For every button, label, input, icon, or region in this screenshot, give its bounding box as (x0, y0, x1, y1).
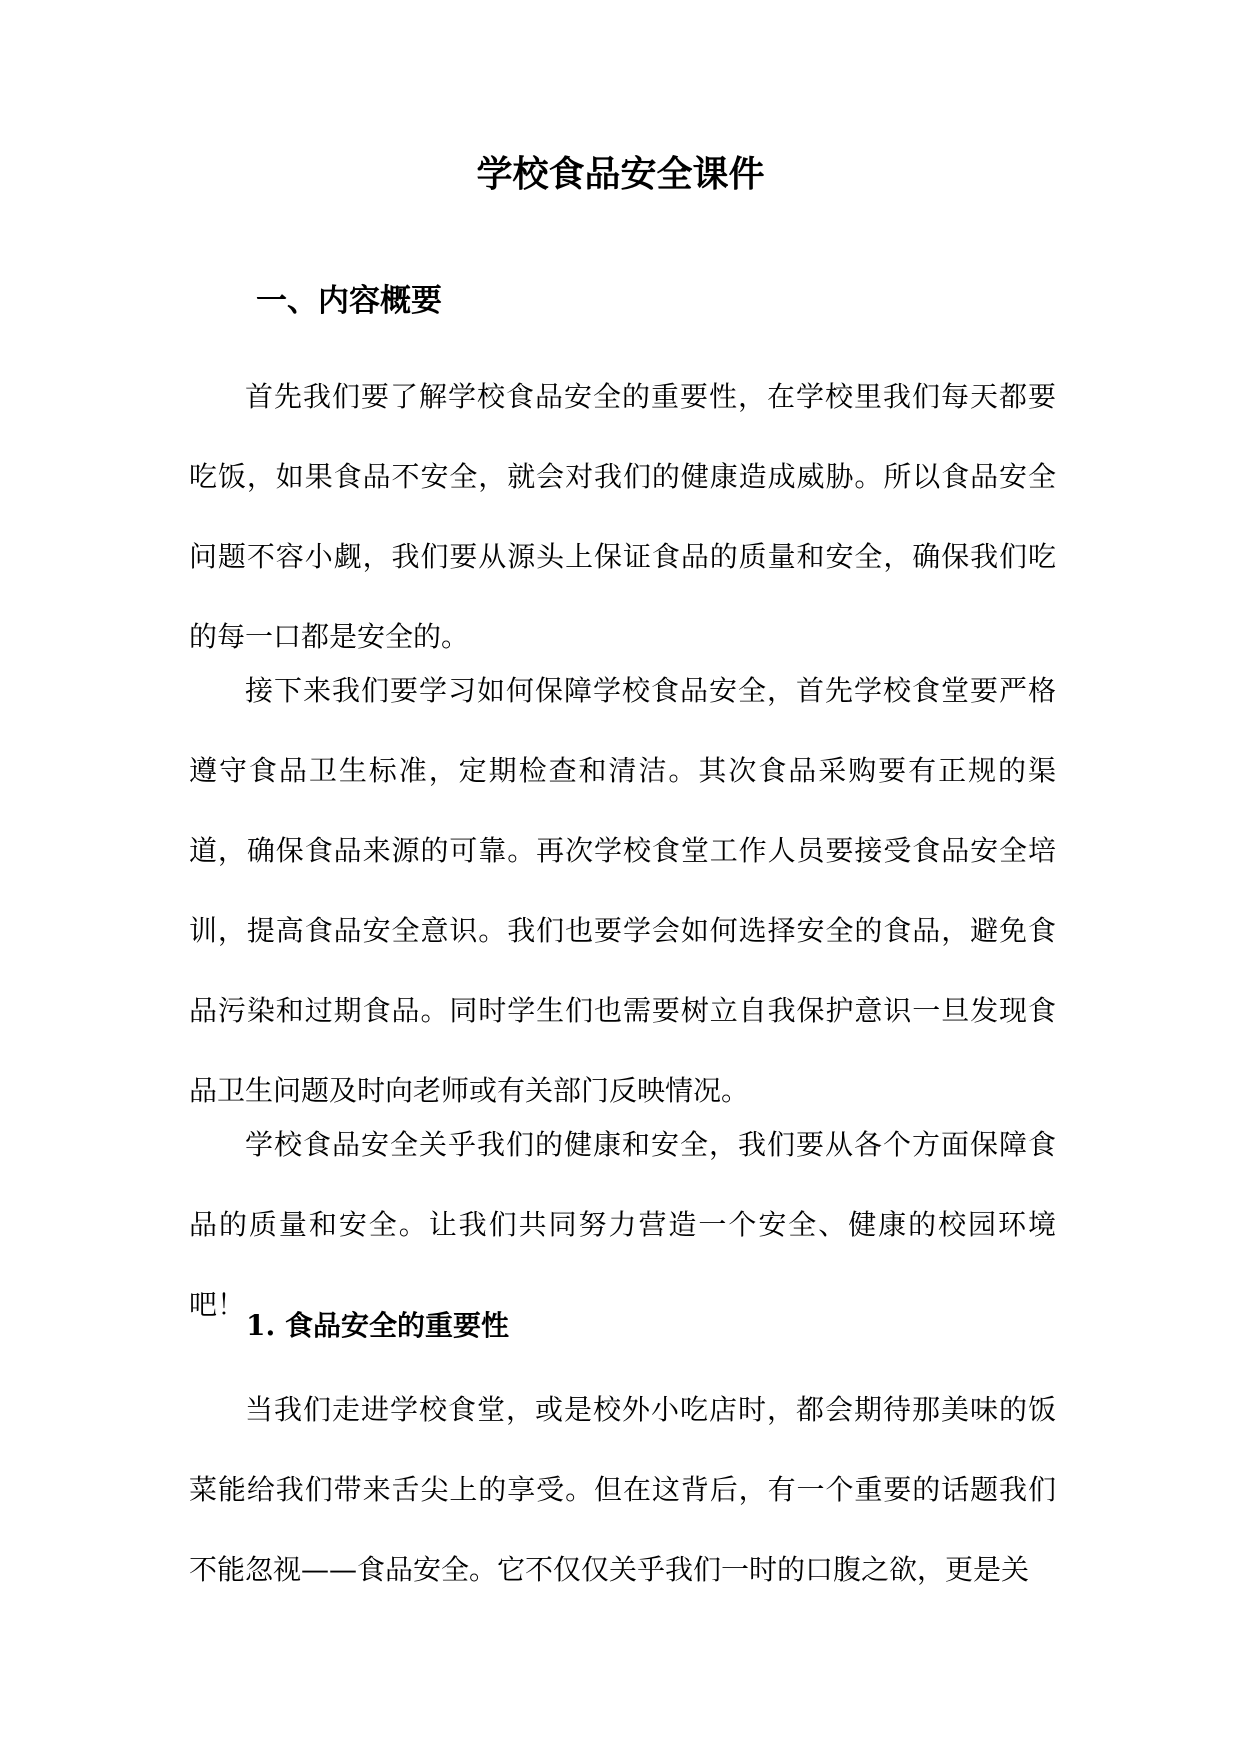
importance-paragraph-1: 当我们走进学校食堂，或是校外小吃店时，都会期待那美味的饭菜能给我们带来舌尖上的享受。但在这背后，有一个重要的话题我们不能忽视——食品安全。它不仅仅关乎我们一时的口腹之欲，更是关 (189, 1393, 1056, 1586)
section-heading-summary: 一、内容概要 (256, 283, 442, 319)
document-title: 学校食品安全课件 (476, 153, 765, 195)
summary-paragraph-2: 接下来我们要学习如何保障学校食品安全，首先学校食堂要严格遵守食品卫生标准，定期检查和清洁。其次食品采购要有正规的渠道，确保食品来源的可靠。再次学校食堂工作人员要接受食品安全培训，提高食品安全意识。我们也要学会如何选择安全的食品，避免食品污染和过期食品。同时学生们也需要树立自我保护意识一旦发现食品卫生问题及时向老师或有关部门反映情况。 (189, 674, 1056, 1107)
summary-paragraph-3: 学校食品安全关乎我们的健康和安全，我们要从各个方面保障食品的质量和安全。让我们共同努力营造一个安全、健康的校园环境吧！ (189, 1128, 1056, 1321)
subsection-heading-importance: 1. 食品安全的重要性 (246, 1309, 509, 1342)
summary-paragraph-1: 首先我们要了解学校食品安全的重要性，在学校里我们每天都要吃饭，如果食品不安全，就会对我们的健康造成威胁。所以食品安全问题不容小觑，我们要从源头上保证食品的质量和安全，确保我们吃的每一口都是安全的。 (189, 380, 1056, 653)
